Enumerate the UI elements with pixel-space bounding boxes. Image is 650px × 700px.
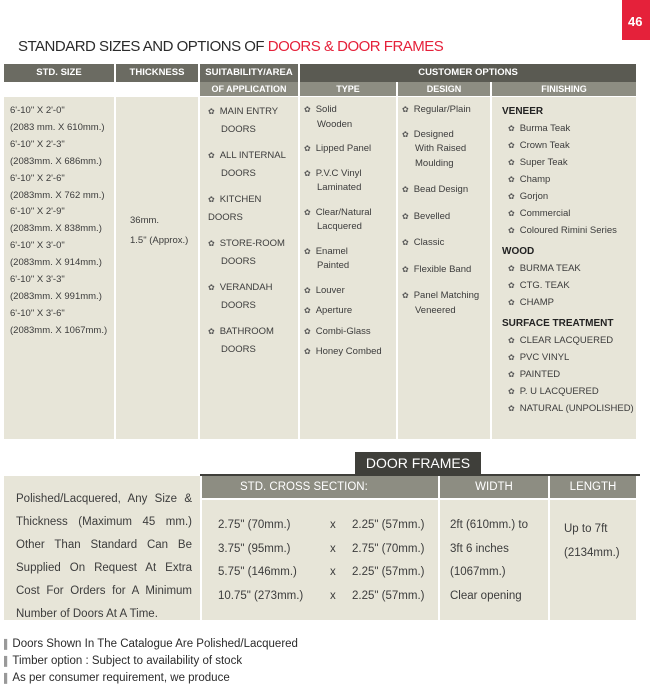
design-item-cont: Veneered — [415, 304, 456, 316]
thickness-column — [116, 97, 198, 439]
type-item-cont: Lacquered — [317, 221, 362, 232]
surface-item: ✿ PVC VINYL — [508, 349, 636, 366]
veneer-item: ✿ Coloured Rimini Series — [508, 222, 636, 239]
application-item-cont: DOORS — [221, 124, 256, 135]
length-cell — [550, 500, 636, 620]
design-item-cont: With Raised — [415, 143, 467, 154]
application-item: ✿ VERANDAH — [208, 279, 298, 297]
type-item: ✿ Honey Combed — [304, 345, 396, 360]
veneer-item: ✿ Gorjon — [508, 188, 636, 205]
footnote: ▌ Timber option : Subject to availability of stock — [4, 653, 298, 670]
wood-item: ✿ BURMA TEAK — [508, 260, 636, 277]
design-column — [398, 97, 490, 439]
design-item: ✿ Flexible Band — [402, 263, 490, 278]
application-item-cont: DOORS — [221, 300, 256, 311]
application-item: ✿ BATHROOM — [208, 323, 298, 341]
width-line: 2ft (610mm.) to — [450, 519, 528, 531]
cross-section-x: x — [330, 519, 336, 531]
width-line: Clear opening — [450, 589, 522, 602]
header-type: TYPE — [300, 82, 396, 96]
type-item-cont: Laminated — [317, 182, 362, 193]
application-item: ✿ STORE-ROOM — [208, 235, 298, 253]
thickness-inch: 1.5" (Approx.) — [130, 235, 189, 246]
veneer-item: ✿ Super Teak — [508, 154, 636, 171]
cross-section-cell — [202, 500, 438, 620]
length-line: (2134mm.) — [564, 546, 620, 559]
cross-section-b: 2.25" (57mm.) — [352, 589, 425, 602]
cross-section-x: x — [330, 566, 336, 578]
design-item: ✿ Designed — [402, 128, 490, 143]
cross-section-row — [218, 561, 438, 585]
std-size-line: 6'-10" X 2'-0" — [10, 105, 65, 116]
thickness-mm: 36mm. — [130, 215, 160, 226]
std-size-line: (2083mm. X 1067mm.) — [10, 324, 108, 336]
cross-section-row — [218, 538, 438, 562]
header-cross-section: STD. CROSS SECTION: — [202, 476, 438, 498]
veneer-item: ✿ Burma Teak — [508, 120, 636, 137]
std-size-line: 6'-10" X 3'-6" — [10, 307, 65, 319]
header-finishing: FINISHING — [492, 82, 636, 96]
footnote: ▌ As per consumer requirement, we produce — [4, 670, 298, 687]
cross-section-a: 3.75" (95mm.) — [218, 542, 291, 555]
header-suitability: SUITABILITY/AREA — [200, 64, 298, 82]
type-column — [300, 97, 396, 439]
type-item: ✿ Louver — [304, 284, 396, 299]
surface-item: ✿ P. U LACQUERED — [508, 383, 636, 400]
door-frames-note: Polished/Lacquered, Any Size & Thickness (Maximum 45 mm.) Other Than Standard Can Be Supplied On Request At Extra Cost For Orders for A Minimum Number of Doors At A Time. — [4, 476, 200, 620]
veneer-item: ✿ Champ — [508, 171, 636, 188]
type-item: ✿ P.V.C Vinyl — [304, 167, 396, 182]
header-std-size: STD. SIZE — [4, 64, 114, 82]
cross-section-b: 2.25" (57mm.) — [352, 519, 425, 531]
type-item-cont: Wooden — [317, 118, 353, 130]
std-size-line: 6'-10" X 2'-6" — [10, 172, 65, 184]
std-size-line: (2083mm. X 762 mm.) — [10, 189, 105, 201]
cross-section-b: 2.75" (70mm.) — [352, 542, 425, 555]
application-item-cont: DOORS — [221, 256, 256, 267]
std-size-line: (2083mm. X 838mm.) — [10, 223, 102, 235]
wood-item: ✿ CTG. TEAK — [508, 277, 636, 294]
surface-item: ✿ CLEAR LACQUERED — [508, 332, 636, 349]
cross-section-a: 5.75" (146mm.) — [218, 566, 297, 578]
design-item: ✿ Bevelled — [402, 210, 490, 225]
title-highlight: DOORS & DOOR FRAMES — [267, 38, 444, 55]
design-item-cont: Moulding — [415, 157, 454, 169]
cross-section-b: 2.25" (57mm.) — [352, 566, 425, 578]
std-size-line: (2083mm. X 914mm.) — [10, 257, 102, 269]
type-item: ✿ Clear/Natural — [304, 206, 396, 221]
header-customer-options: CUSTOMER OPTIONS — [300, 64, 636, 82]
width-line: (1067mm.) — [450, 566, 506, 578]
door-frames-title: DOOR FRAMES — [355, 452, 481, 474]
application-item: ✿ ALL INTERNAL — [208, 147, 298, 165]
surface-item: ✿ NATURAL (UNPOLISHED) — [508, 400, 636, 417]
design-item: ✿ Regular/Plain — [402, 103, 490, 118]
std-size-line: 6'-10" X 3'-0" — [10, 240, 65, 252]
application-item-cont: DOORS — [221, 168, 256, 179]
std-size-line: 6'-10" X 3'-3" — [10, 274, 65, 286]
design-item: ✿ Classic — [402, 236, 490, 251]
header-of-application: OF APPLICATION — [200, 82, 298, 96]
footnote: ▌ Doors Shown In The Catalogue Are Polished/Lacquered — [4, 636, 298, 653]
std-size-column — [4, 97, 114, 439]
design-item: ✿ Panel Matching — [402, 289, 490, 304]
veneer-item: ✿ Crown Teak — [508, 137, 636, 154]
veneer-title: VENEER — [502, 106, 544, 117]
surface-item: ✿ PAINTED — [508, 366, 636, 383]
std-size-line: 6'-10" X 2'-3" — [10, 138, 65, 150]
page-number: 46 — [622, 0, 650, 40]
std-size-line: (2083mm. X 991mm.) — [10, 290, 102, 302]
wood-item: ✿ CHAMP — [508, 294, 636, 311]
application-item: ✿ KITCHEN DOORS — [208, 191, 298, 227]
std-size-line: (2083mm. X 686mm.) — [10, 155, 102, 167]
header-thickness: THICKNESS — [116, 64, 198, 82]
header-design: DESIGN — [398, 82, 490, 96]
type-item: ✿ Solid — [304, 103, 396, 118]
wood-title: WOOD — [502, 246, 535, 257]
header-length: LENGTH — [550, 476, 636, 498]
footnotes — [4, 636, 298, 687]
cross-section-x: x — [330, 542, 336, 555]
page-title — [18, 38, 443, 55]
finishing-column — [492, 97, 636, 439]
veneer-item: ✿ Commercial — [508, 205, 636, 222]
std-size-line: (2083 mm. X 610mm.) — [10, 121, 105, 133]
type-item: ✿ Lipped Panel — [304, 142, 396, 157]
type-item-cont: Painted — [317, 260, 350, 271]
type-item: ✿ Combi-Glass — [304, 325, 396, 340]
length-line: Up to 7ft — [564, 523, 608, 535]
width-line: 3ft 6 inches — [450, 542, 509, 555]
cross-section-row — [218, 585, 438, 609]
application-item: ✿ MAIN ENTRY — [208, 103, 298, 121]
cross-section-a: 2.75" (70mm.) — [218, 519, 291, 531]
std-size-line: 6'-10" X 2'-9" — [10, 206, 65, 218]
cross-section-row — [218, 514, 438, 538]
width-cell — [440, 500, 548, 620]
type-item: ✿ Enamel — [304, 245, 396, 260]
cross-section-a: 10.75" (273mm.) — [218, 589, 304, 602]
cross-section-x: x — [330, 589, 336, 602]
surface-treatment-title: SURFACE TREATMENT — [502, 318, 614, 329]
type-item: ✿ Aperture — [304, 304, 396, 319]
application-column — [200, 97, 298, 439]
title-prefix: STANDARD SIZES AND OPTIONS OF — [18, 38, 268, 55]
header-width: WIDTH — [440, 476, 548, 498]
application-item-cont: DOORS — [221, 344, 256, 355]
design-item: ✿ Bead Design — [402, 183, 490, 198]
